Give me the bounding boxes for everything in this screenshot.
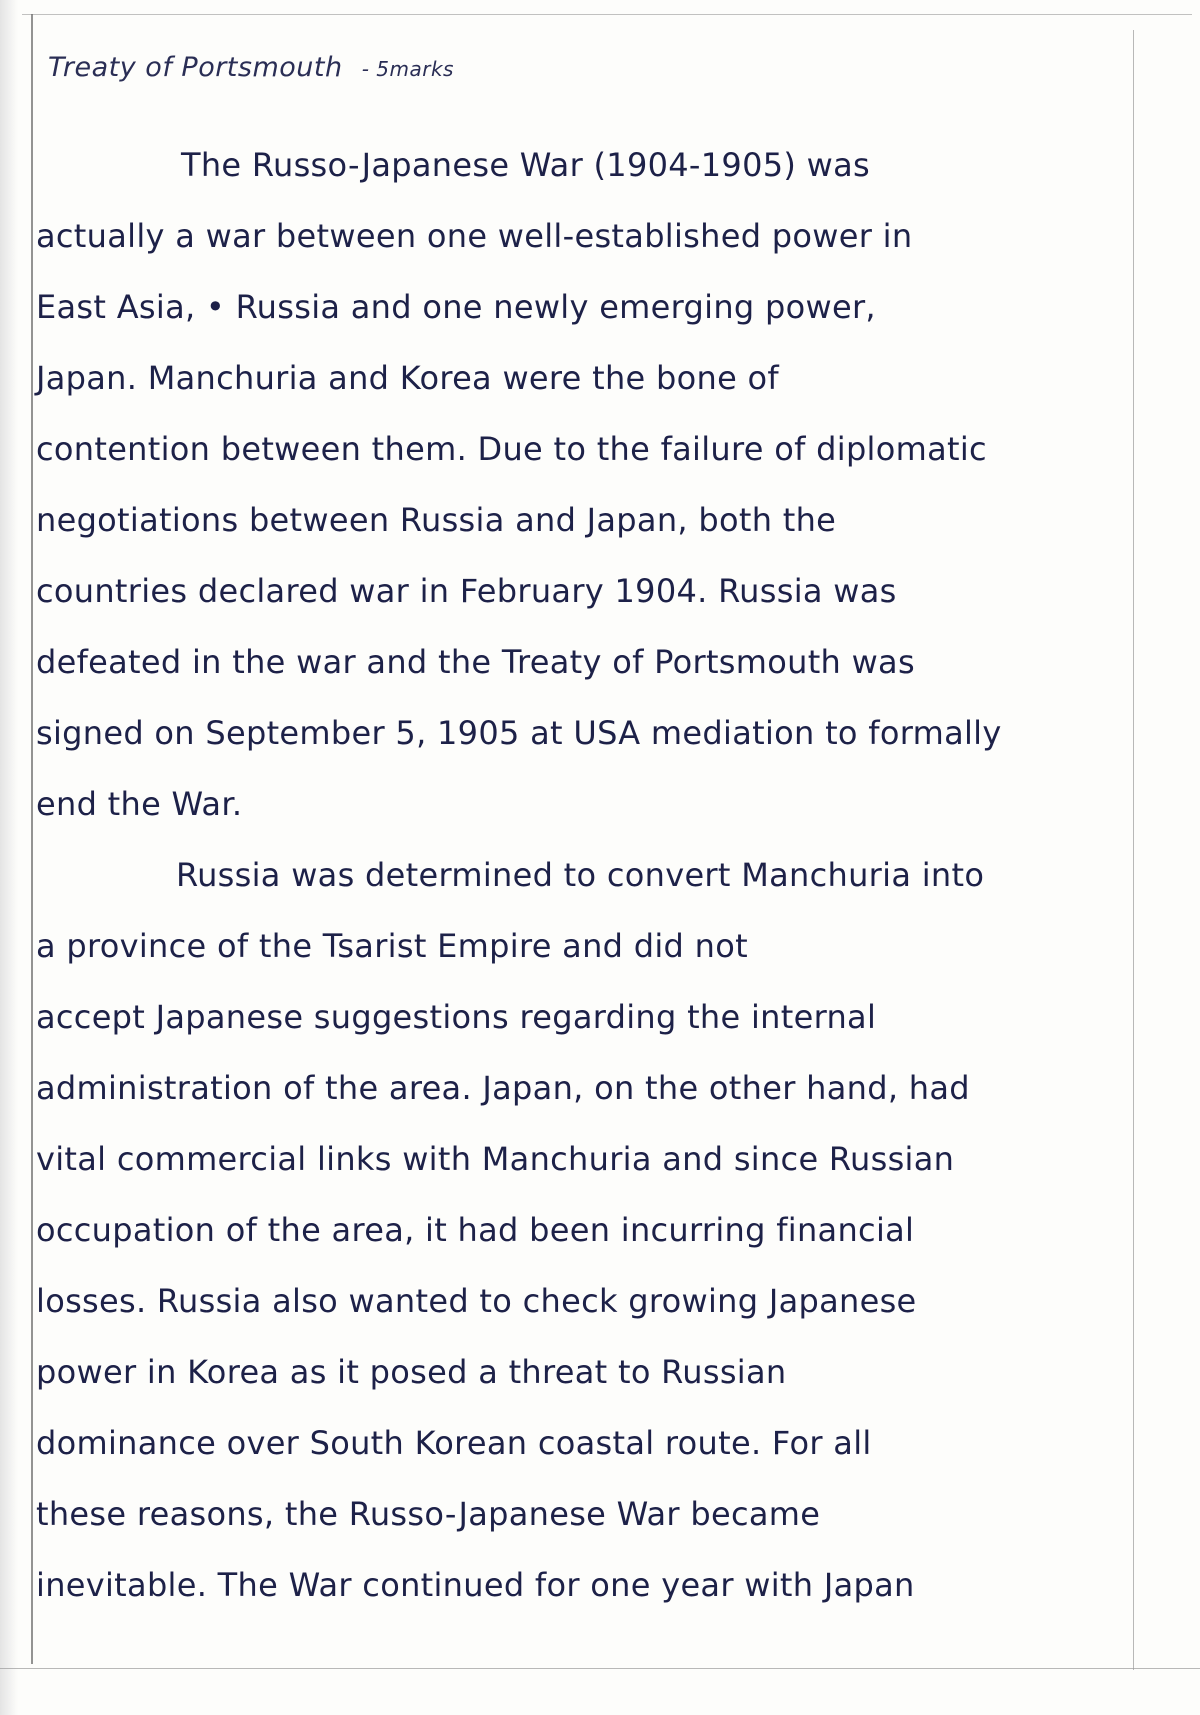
text-line: The Russo-Japanese War (1904-1905) was — [181, 146, 871, 184]
page-heading — [48, 52, 454, 83]
top-rule-line — [22, 14, 1192, 15]
text-line: countries declared war in February 1904. Russia was — [36, 572, 897, 610]
heading-title: Treaty of Portsmouth — [48, 52, 343, 83]
text-line: dominance over South Korean coastal route. For all — [36, 1424, 872, 1462]
text-line: defeated in the war and the Treaty of Portsmouth was — [36, 643, 915, 681]
text-line: these reasons, the Russo-Japanese War became — [36, 1495, 821, 1533]
heading-marks: - 5marks — [361, 57, 454, 81]
page-shadow-edge — [0, 0, 18, 1715]
text-line: occupation of the area, it had been incurring financial — [36, 1211, 915, 1249]
text-line: inevitable. The War continued for one year with Japan — [36, 1566, 915, 1604]
bottom-rule-line — [0, 1668, 1200, 1669]
text-line: contention between them. Due to the failure of diplomatic — [36, 430, 987, 468]
text-line: accept Japanese suggestions regarding the internal — [36, 998, 877, 1036]
left-margin-line — [31, 14, 33, 1664]
text-line: vital commercial links with Manchuria and since Russian — [36, 1140, 955, 1178]
text-line: East Asia, • Russia and one newly emerging power, — [36, 288, 876, 326]
text-line: losses. Russia also wanted to check growing Japanese — [36, 1282, 917, 1320]
text-line: signed on September 5, 1905 at USA mediation to formally — [36, 714, 1002, 752]
text-line: Russia was determined to convert Manchuria into — [176, 856, 985, 894]
text-line: Japan. Manchuria and Korea were the bone of — [36, 359, 779, 397]
text-line: end the War. — [36, 785, 243, 823]
text-line: power in Korea as it posed a threat to Russian — [36, 1353, 787, 1391]
text-line: administration of the area. Japan, on the other hand, had — [36, 1069, 970, 1107]
text-line: negotiations between Russia and Japan, both the — [36, 501, 837, 539]
answer-body — [36, 130, 1151, 1621]
text-line: actually a war between one well-established power in — [36, 217, 913, 255]
text-line: a province of the Tsarist Empire and did not — [36, 927, 748, 965]
